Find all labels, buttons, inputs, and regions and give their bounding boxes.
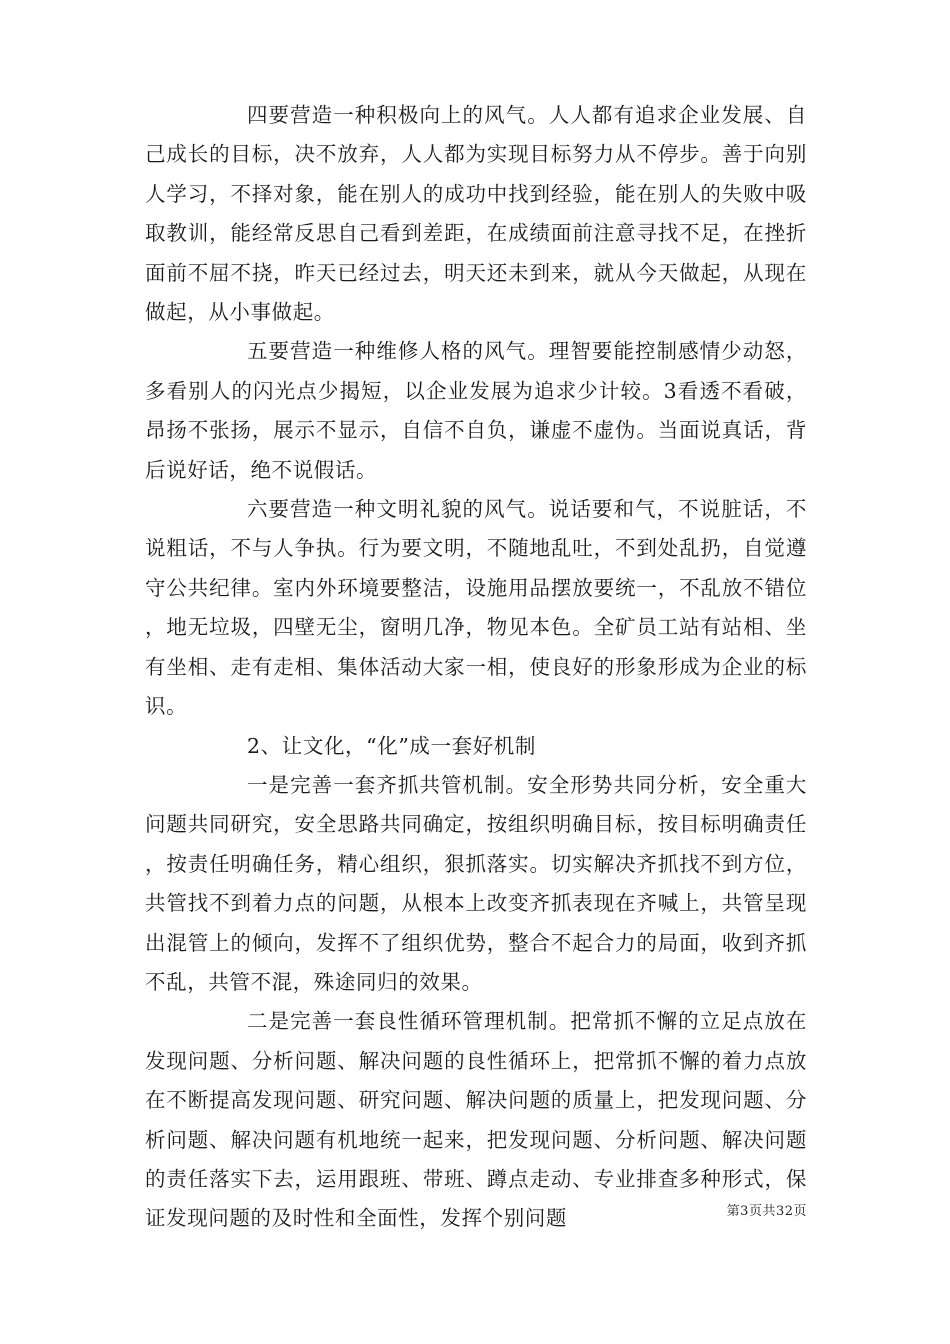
paragraph-4-atmosphere-positive: 四要营造一种积极向上的风气。人人都有追求企业发展、自己成长的目标，决不放弃，人人都为实现目标努力从不停步。善于向别人学习，不择对象，能在别人的成功中找到经验，能在别人的失败中吸取教训，能经常反思自己看到差距，在成绩面前注意寻找不足，在挫折面前不屈不挠，昨天已经过去，明天还未到来，就从今天做起，从现在做起，从小事做起。 — [145, 103, 807, 325]
paragraph-mechanism-joint-management: 一是完善一套齐抓共管机制。安全形势共同分析，安全重大问题共同研究，安全思路共同确定，按组织明确目标，按目标明确责任，按责任明确任务，精心组织，狠抓落实。切实解决齐抓找不到方位，共管找不到着力点的问题，从根本上改变齐抓表现在齐喊上，共管呈现出混管上的倾向，发挥不了组织优势，整合不起合力的局面，收到齐抓不乱，共管不混，殊途同归的效果。 — [145, 772, 807, 994]
paragraph-mechanism-virtuous-cycle: 二是完善一套良性循环管理机制。把常抓不懈的立足点放在发现问题、分析问题、解决问题的良性循环上，把常抓不懈的着力点放在不断提高发现问题、研究问题、解决问题的质量上，把发现问题、分析问题、解决问题有机地统一起来，把发现问题、分析问题、解决问题的责任落实下去，运用跟班、带班、蹲点走动、专业排查多种形式，保证发现问题的及时性和全面性，发挥个别问题 — [145, 1009, 807, 1231]
paragraph-5-atmosphere-character: 五要营造一种维修人格的风气。理智要能控制感情少动怒，多看别人的闪光点少揭短，以企业发展为追求少计较。3看透不看破，昂扬不张扬，展示不显示，自信不自负，谦虚不虚伪。当面说真话，背后说好话，绝不说假话。 — [145, 339, 807, 482]
document-body — [145, 96, 807, 1239]
page-number-footer: 第3页共32页 — [726, 1204, 807, 1219]
paragraph-6-atmosphere-civility: 六要营造一种文明礼貌的风气。说话要和气，不说脏话，不说粗话，不与人争执。行为要文明，不随地乱吐，不到处乱扔，自觉遵守公共纪律。室内外环境要整洁，设施用品摆放要统一，不乱放不错位，地无垃圾，四壁无尘，窗明几净，物见本色。全矿员工站有站相、坐有坐相、走有走相、集体活动大家一相，使良好的形象形成为企业的标识。 — [145, 497, 807, 719]
section-heading-mechanism: 2、让文化，“化”成一套好机制 — [247, 733, 537, 758]
